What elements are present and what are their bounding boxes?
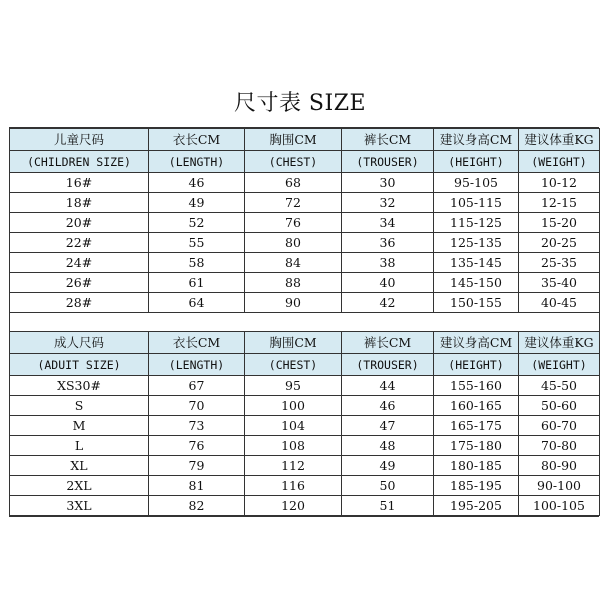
size-chart — [9, 127, 599, 517]
adult-cell: 49 — [342, 456, 434, 476]
adult-header-en: (TROUSER) — [342, 354, 434, 376]
children-cell: 18# — [10, 193, 149, 213]
children-cell: 135-145 — [434, 253, 519, 273]
children-cell: 61 — [149, 273, 245, 293]
adult-header-cn: 成人尺码 — [10, 332, 149, 354]
adult-header-cn: 胸围CM — [245, 332, 342, 354]
children-row — [10, 193, 600, 213]
children-cell: 46 — [149, 173, 245, 193]
adult-cell: 60-70 — [519, 416, 600, 436]
adult-cell: 67 — [149, 376, 245, 396]
adult-cell: 46 — [342, 396, 434, 416]
children-header-subrow — [10, 151, 600, 173]
children-header-en: (LENGTH) — [149, 151, 245, 173]
children-cell: 42 — [342, 293, 434, 313]
children-cell: 95-105 — [434, 173, 519, 193]
adult-cell: 120 — [245, 496, 342, 516]
children-cell: 105-115 — [434, 193, 519, 213]
adult-cell: 50-60 — [519, 396, 600, 416]
children-cell: 52 — [149, 213, 245, 233]
children-cell: 90 — [245, 293, 342, 313]
adult-header-en: (WEIGHT) — [519, 354, 600, 376]
children-cell: 40-45 — [519, 293, 600, 313]
size-table — [9, 128, 600, 516]
children-row — [10, 173, 600, 193]
children-cell: 38 — [342, 253, 434, 273]
children-header-cn: 裤长CM — [342, 129, 434, 151]
children-cell: 32 — [342, 193, 434, 213]
children-cell: 12-15 — [519, 193, 600, 213]
children-cell: 68 — [245, 173, 342, 193]
adult-header-row — [10, 332, 600, 354]
adult-cell: M — [10, 416, 149, 436]
children-cell: 40 — [342, 273, 434, 293]
children-cell: 16# — [10, 173, 149, 193]
page-title: 尺寸表 SIZE — [233, 91, 367, 116]
children-header-en: (HEIGHT) — [434, 151, 519, 173]
children-cell: 84 — [245, 253, 342, 273]
adult-header-subrow — [10, 354, 600, 376]
adult-cell: 79 — [149, 456, 245, 476]
adult-cell: L — [10, 436, 149, 456]
children-cell: 80 — [245, 233, 342, 253]
spacer-cell — [10, 313, 600, 332]
adult-cell: 195-205 — [434, 496, 519, 516]
adult-cell: XL — [10, 456, 149, 476]
section-spacer — [10, 313, 600, 332]
children-cell: 145-150 — [434, 273, 519, 293]
adult-row — [10, 396, 600, 416]
adult-cell: 165-175 — [434, 416, 519, 436]
adult-cell: 100 — [245, 396, 342, 416]
adult-cell: S — [10, 396, 149, 416]
adult-cell: 80-90 — [519, 456, 600, 476]
adult-header-en: (ADUIT SIZE) — [10, 354, 149, 376]
children-cell: 64 — [149, 293, 245, 313]
adult-cell: 45-50 — [519, 376, 600, 396]
adult-row — [10, 436, 600, 456]
adult-cell: 180-185 — [434, 456, 519, 476]
adult-cell: 50 — [342, 476, 434, 496]
adult-cell: 70-80 — [519, 436, 600, 456]
children-header-cn: 儿童尺码 — [10, 129, 149, 151]
children-cell: 34 — [342, 213, 434, 233]
children-cell: 30 — [342, 173, 434, 193]
children-cell: 150-155 — [434, 293, 519, 313]
adult-cell: 116 — [245, 476, 342, 496]
children-cell: 88 — [245, 273, 342, 293]
adult-cell: XS30# — [10, 376, 149, 396]
adult-cell: 44 — [342, 376, 434, 396]
children-cell: 22# — [10, 233, 149, 253]
adult-cell: 155-160 — [434, 376, 519, 396]
adult-cell: 81 — [149, 476, 245, 496]
children-cell: 20# — [10, 213, 149, 233]
children-header-cn: 胸围CM — [245, 129, 342, 151]
adult-cell: 112 — [245, 456, 342, 476]
children-cell: 24# — [10, 253, 149, 273]
adult-header-en: (LENGTH) — [149, 354, 245, 376]
children-row — [10, 293, 600, 313]
adult-row — [10, 456, 600, 476]
children-cell: 25-35 — [519, 253, 600, 273]
children-row — [10, 233, 600, 253]
adult-cell: 95 — [245, 376, 342, 396]
adult-cell: 73 — [149, 416, 245, 436]
children-row — [10, 253, 600, 273]
adult-cell: 82 — [149, 496, 245, 516]
adult-cell: 160-165 — [434, 396, 519, 416]
adult-cell: 108 — [245, 436, 342, 456]
children-header-en: (TROUSER) — [342, 151, 434, 173]
adult-cell: 3XL — [10, 496, 149, 516]
children-cell: 76 — [245, 213, 342, 233]
children-cell: 26# — [10, 273, 149, 293]
adult-cell: 2XL — [10, 476, 149, 496]
adult-header-en: (HEIGHT) — [434, 354, 519, 376]
adult-cell: 185-195 — [434, 476, 519, 496]
children-header-en: (CHEST) — [245, 151, 342, 173]
adult-header-cn: 建议体重KG — [519, 332, 600, 354]
adult-row — [10, 476, 600, 496]
children-header-en: (CHILDREN SIZE) — [10, 151, 149, 173]
adult-cell: 76 — [149, 436, 245, 456]
children-row — [10, 213, 600, 233]
adult-cell: 175-180 — [434, 436, 519, 456]
adult-header-en: (CHEST) — [245, 354, 342, 376]
adult-cell: 100-105 — [519, 496, 600, 516]
children-cell: 58 — [149, 253, 245, 273]
children-header-cn: 建议身高CM — [434, 129, 519, 151]
children-header-row — [10, 129, 600, 151]
adult-cell: 51 — [342, 496, 434, 516]
children-cell: 10-12 — [519, 173, 600, 193]
adult-row — [10, 416, 600, 436]
children-cell: 55 — [149, 233, 245, 253]
adult-cell: 90-100 — [519, 476, 600, 496]
children-cell: 125-135 — [434, 233, 519, 253]
adult-header-cn: 衣长CM — [149, 332, 245, 354]
children-cell: 20-25 — [519, 233, 600, 253]
adult-cell: 47 — [342, 416, 434, 436]
children-cell: 72 — [245, 193, 342, 213]
adult-row — [10, 376, 600, 396]
children-cell: 15-20 — [519, 213, 600, 233]
children-header-en: (WEIGHT) — [519, 151, 600, 173]
children-row — [10, 273, 600, 293]
children-cell: 115-125 — [434, 213, 519, 233]
children-cell: 49 — [149, 193, 245, 213]
adult-row — [10, 496, 600, 516]
adult-cell: 70 — [149, 396, 245, 416]
children-cell: 28# — [10, 293, 149, 313]
adult-header-cn: 裤长CM — [342, 332, 434, 354]
adult-cell: 48 — [342, 436, 434, 456]
adult-header-cn: 建议身高CM — [434, 332, 519, 354]
children-cell: 36 — [342, 233, 434, 253]
adult-cell: 104 — [245, 416, 342, 436]
children-header-cn: 衣长CM — [149, 129, 245, 151]
children-cell: 35-40 — [519, 273, 600, 293]
children-header-cn: 建议体重KG — [519, 129, 600, 151]
